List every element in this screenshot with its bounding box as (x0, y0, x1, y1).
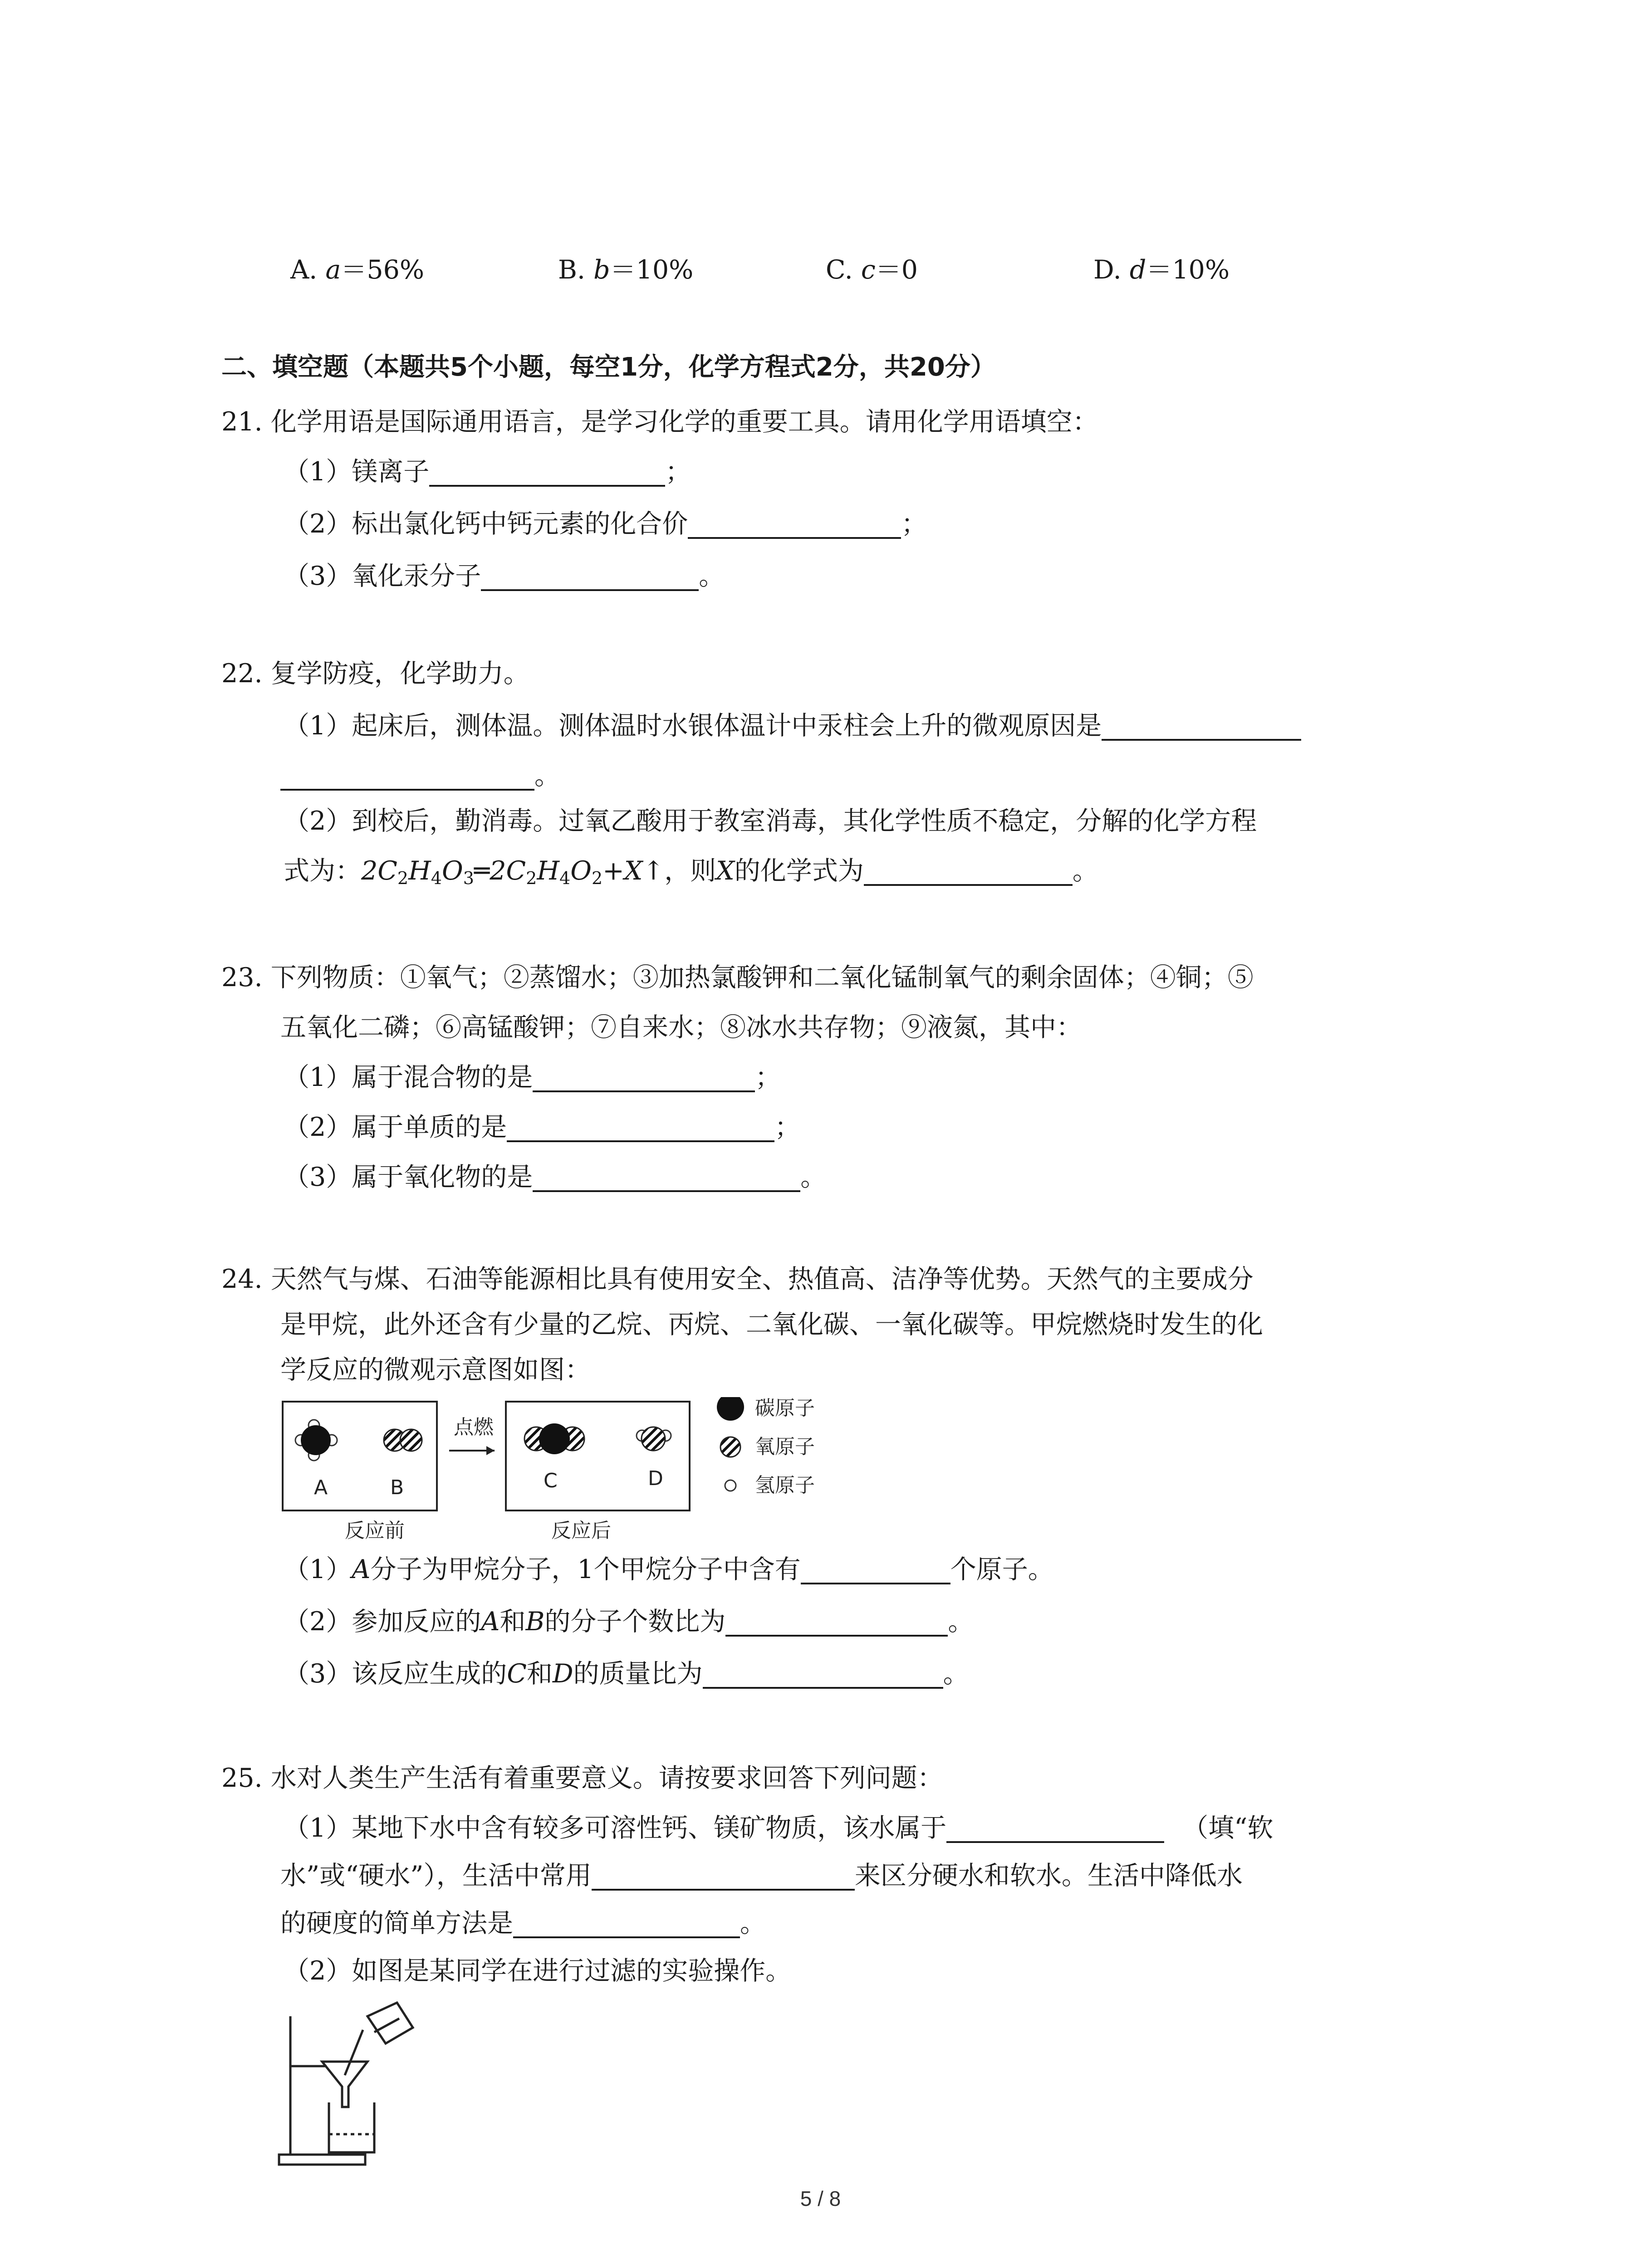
q22-sub1-cont: 。 (280, 758, 560, 794)
answer-blank[interactable] (507, 1112, 774, 1142)
q21-stem: 21. 化学用语是国际通用语言，是学习化学的重要工具。请用化学用语填空： (221, 407, 1098, 437)
answer-blank[interactable] (592, 1861, 855, 1891)
legend-carbon: 碳原子 (755, 1397, 815, 1420)
q22-stem: 22. 复学防疫，化学助力。 (221, 659, 529, 689)
legend-carbon-icon (717, 1397, 744, 1421)
answer-blank[interactable] (280, 761, 534, 791)
q24-line2: 是甲烷，此外还含有少量的乙烷、丙烷、二氧化碳、一氧化碳等。甲烷燃烧时发生的化 (280, 1310, 1263, 1339)
water-molecule (637, 1427, 671, 1451)
q22-sub1: （1）起床后，测体温。测体温时水银体温计中汞柱会上升的微观原因是 (284, 708, 1301, 744)
answer-blank[interactable] (864, 856, 1073, 886)
answer-blank[interactable] (1102, 711, 1301, 741)
q22-sub2-line1: （2）到校后，勤消毒。过氧乙酸用于教室消毒，其化学性质不稳定，分解的化学方程 (284, 806, 1257, 836)
q23-line2: 五氧化二磷；⑥高锰酸钾；⑦自来水；⑧冰水共存物；⑨液氮，其中： (280, 1012, 1082, 1042)
q21-sub2: （2）标出氯化钙中钙元素的化合价 ； (284, 509, 927, 539)
q25-sub1-line3: 的硬度的简单方法是 。 (280, 1908, 766, 1938)
legend-oxygen-icon (720, 1437, 740, 1457)
oxygen-molecule (384, 1429, 422, 1451)
label-a: A (314, 1476, 328, 1499)
answer-blank[interactable] (801, 1554, 950, 1584)
before-box (283, 1402, 437, 1510)
q21-sub3: （3）氧化汞分子 。 (284, 561, 725, 591)
q24-line3: 学反应的微观示意图如图： (280, 1355, 591, 1385)
section-heading: 二、填空题（本题共5个小题，每空1分，化学方程式2分，共20分） (221, 352, 996, 382)
label-d: D (648, 1467, 663, 1490)
q21-sub1: （1）镁离子 ； (284, 457, 691, 487)
q22-equation-line: 式为：$2C_2H_4O_3═2C_2H_4O_2+X↑$，则X的化学式为 。 (284, 856, 1098, 888)
q25-sub1-line1: （1）某地下水中含有较多可溶性钙、镁矿物质，该水属于 （填“软 (284, 1813, 1274, 1843)
carbon-dioxide-molecule (524, 1423, 584, 1454)
q24-sub3: （3）该反应生成的C和D的质量比为 。 (284, 1659, 969, 1689)
q24-sub1: （1）A分子为甲烷分子，1个甲烷分子中含有 个原子。 (284, 1554, 1054, 1584)
page-number: 5 / 8 (800, 2187, 841, 2210)
q23-sub2: （2）属于单质的是 ； (284, 1112, 801, 1142)
q24-sub2: （2）参加反应的A和B的分子个数比为 。 (284, 1607, 974, 1637)
option-c: C. c＝0 (826, 255, 918, 285)
filtration-apparatus-illustration (277, 1998, 422, 2170)
after-box (506, 1402, 690, 1510)
answer-blank[interactable] (481, 561, 699, 591)
methane-molecule (295, 1420, 337, 1461)
label-b: B (390, 1476, 404, 1499)
answer-blank[interactable] (946, 1813, 1164, 1843)
label-before: 反应前 (345, 1519, 405, 1542)
arrow-label: 点燃 (454, 1416, 494, 1439)
legend-oxygen: 氧原子 (755, 1435, 815, 1458)
q25-sub1-line2: 水”或“硬水”），生活中常用 来区分硬水和软水。生活中降低水 (280, 1861, 1243, 1891)
q24-line1: 24. 天然气与煤、石油等能源相比具有使用安全、热值高、洁净等优势。天然气的主要成分 (221, 1264, 1254, 1294)
q23-sub3: （3）属于氧化物的是 。 (284, 1162, 827, 1192)
q25-sub2: （2）如图是某同学在进行过滤的实验操作。 (284, 1956, 792, 1986)
answer-blank[interactable] (513, 1908, 740, 1938)
answer-blank[interactable] (533, 1062, 755, 1092)
option-a: A. a＝56% (290, 255, 425, 285)
label-after: 反应后 (551, 1519, 611, 1542)
answer-blank[interactable] (688, 509, 901, 539)
q23-line1: 23. 下列物质：①氧气；②蒸馏水；③加热氯酸钾和二氧化锰制氧气的剩余固体；④铜；⑤ (221, 963, 1254, 992)
option-b: B. b＝10% (558, 255, 694, 285)
answer-blank[interactable] (533, 1162, 800, 1192)
answer-blank[interactable] (429, 457, 665, 487)
label-c: C (544, 1469, 558, 1492)
option-d: D. d＝10% (1093, 255, 1230, 285)
q23-sub1: （1）属于混合物的是 ； (284, 1062, 781, 1092)
legend-hydrogen-icon (725, 1480, 736, 1491)
answer-blank[interactable] (703, 1659, 943, 1689)
answer-blank[interactable] (725, 1607, 948, 1637)
legend-hydrogen: 氢原子 (755, 1474, 815, 1497)
q25-stem: 25. 水对人类生产生活有着重要意义。请按要求回答下列问题： (221, 1763, 943, 1793)
